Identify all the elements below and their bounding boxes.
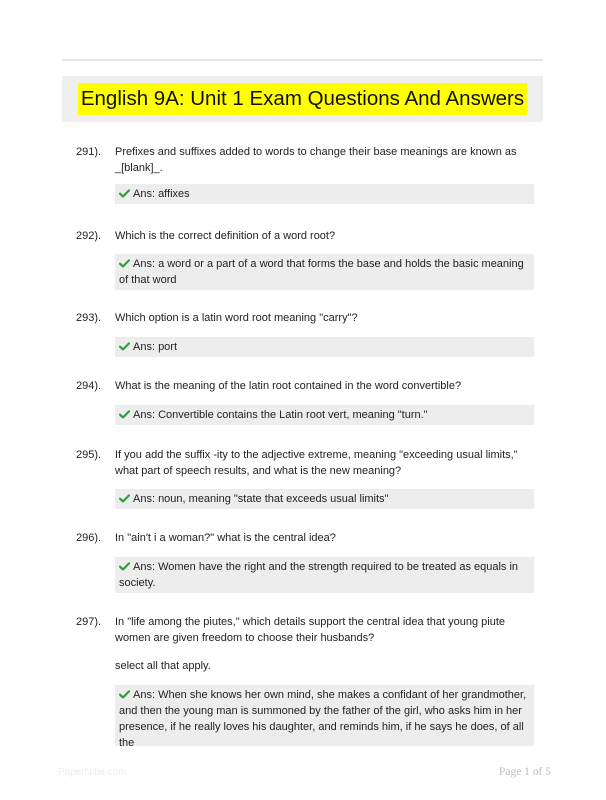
question-text: What is the meaning of the latin root contained in the word convertible? xyxy=(115,380,462,392)
answer-box xyxy=(115,405,534,425)
question-number: 297). xyxy=(76,616,102,628)
question-number: 294). xyxy=(76,380,102,392)
answer-text: Ans: affixes xyxy=(133,188,190,200)
answer-box xyxy=(115,184,534,204)
question-number: 292). xyxy=(76,230,102,242)
answer-text: Ans: a word or a part of a word that forms the base and holds the basic meaning of that word xyxy=(119,258,524,286)
answer-text: Ans: port xyxy=(133,341,178,353)
question-number: 295). xyxy=(76,449,102,461)
question-text: Prefixes and suffixes added to words to change their base meanings are known as _[blank]_. xyxy=(115,146,517,174)
answer-text: Ans: Women have the right and the strength required to be treated as equals in society. xyxy=(119,561,519,589)
check-icon xyxy=(119,189,130,198)
question-number: 296). xyxy=(76,532,102,544)
footer-site-watermark: PaperNibs.com xyxy=(58,767,127,778)
question-number: 293). xyxy=(76,312,102,324)
answer-box xyxy=(115,489,534,509)
answer-text: Ans: When she knows her own mind, she makes a confidant of her grandmother, and then the young man is summoned by the father of the girl, who asks him in her presence, if he really loves his daughter, and reminds him, if he says he does, of all the xyxy=(119,689,527,749)
question-text: In "ain't i a woman?" what is the central idea? xyxy=(115,532,336,544)
question-text: Which option is a latin word root meaning "carry"? xyxy=(115,312,358,324)
check-icon xyxy=(119,410,130,419)
check-icon xyxy=(119,690,130,699)
answer-box xyxy=(115,557,534,593)
question-text: Which is the correct definition of a word root? xyxy=(115,230,336,242)
check-icon xyxy=(119,342,130,351)
page-number: Page 1 of 5 xyxy=(498,766,551,778)
answer-box xyxy=(115,337,534,357)
answer-box xyxy=(115,685,534,749)
question-text: If you add the suffix -ity to the adjective extreme, meaning "exceeding usual limits," what part of speech results, and what is the new meaning? xyxy=(115,449,518,477)
answer-text: Ans: noun, meaning "state that exceeds usual limits" xyxy=(133,493,389,505)
question-instruction: select all that apply. xyxy=(115,660,211,672)
check-icon xyxy=(119,562,130,571)
check-icon xyxy=(119,494,130,503)
check-icon xyxy=(119,259,130,268)
answer-text: Ans: Convertible contains the Latin root vert, meaning "turn." xyxy=(133,409,428,421)
question-number: 291). xyxy=(76,146,102,158)
page-title: English 9A: Unit 1 Exam Questions And Answers xyxy=(78,83,527,115)
question-text: In "life among the piutes," which details support the central idea that young piute women are given freedom to choose their husbands? xyxy=(115,616,505,644)
answer-box xyxy=(115,254,534,290)
